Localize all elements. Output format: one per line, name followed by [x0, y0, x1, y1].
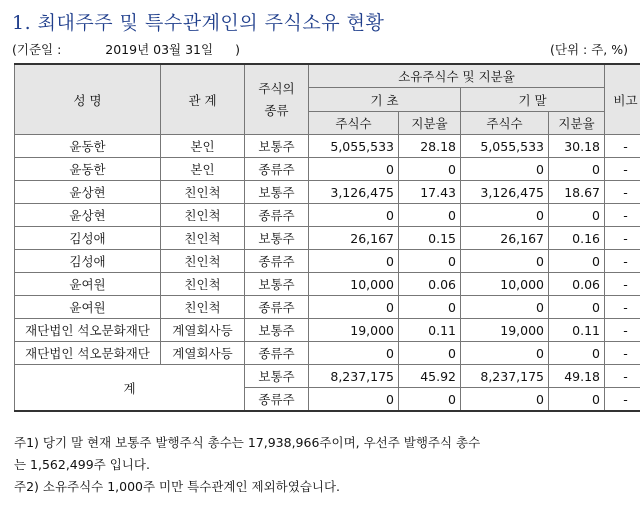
cell-begin-shares: 8,237,175 — [309, 365, 399, 388]
base-date-value: 2019년 03월 31일 — [105, 42, 214, 57]
cell-end-ratio: 0 — [549, 250, 605, 273]
cell-note: - — [605, 204, 640, 227]
footnotes — [14, 432, 480, 498]
cell-note: - — [605, 250, 640, 273]
table-row — [15, 135, 640, 158]
cell-begin-shares: 0 — [309, 204, 399, 227]
cell-type: 종류주 — [245, 388, 309, 412]
cell-begin-shares: 0 — [309, 158, 399, 181]
cell-note: - — [605, 158, 640, 181]
cell-note: - — [605, 388, 640, 412]
cell-end-ratio: 0.16 — [549, 227, 605, 250]
header-stock-type: 주식의 종류 — [245, 64, 309, 135]
table-row — [15, 296, 640, 319]
cell-relation: 계열회사등 — [161, 319, 245, 342]
cell-begin-ratio: 0 — [399, 342, 461, 365]
cell-type: 종류주 — [245, 204, 309, 227]
table-row — [15, 204, 640, 227]
table-row — [15, 250, 640, 273]
cell-end-shares: 0 — [461, 204, 549, 227]
cell-note: - — [605, 135, 640, 158]
cell-end-shares: 0 — [461, 158, 549, 181]
cell-begin-shares: 0 — [309, 388, 399, 412]
cell-begin-ratio: 0.11 — [399, 319, 461, 342]
header-relation: 관 계 — [161, 64, 245, 135]
cell-relation: 본인 — [161, 135, 245, 158]
base-date-label: (기준일 : — [12, 42, 62, 57]
cell-begin-ratio: 45.92 — [399, 365, 461, 388]
cell-relation: 친인척 — [161, 204, 245, 227]
shareholding-table — [14, 63, 640, 412]
cell-end-shares: 26,167 — [461, 227, 549, 250]
cell-relation: 친인척 — [161, 273, 245, 296]
unit-label: (단위 : 주, %) — [550, 42, 628, 57]
cell-type: 보통주 — [245, 227, 309, 250]
cell-begin-ratio: 0.06 — [399, 273, 461, 296]
cell-end-ratio: 0 — [549, 342, 605, 365]
cell-begin-ratio: 0 — [399, 296, 461, 319]
cell-end-shares: 8,237,175 — [461, 365, 549, 388]
cell-end-ratio: 0 — [549, 296, 605, 319]
table-row — [15, 181, 640, 204]
footnote-line: 주1) 당기 말 현재 보통주 발행주식 총수는 17,938,966주이며, 우선주 발행주식 총수 — [14, 435, 481, 450]
cell-end-shares: 19,000 — [461, 319, 549, 342]
cell-begin-shares: 3,126,475 — [309, 181, 399, 204]
cell-begin-ratio: 0 — [399, 158, 461, 181]
cell-type: 종류주 — [245, 342, 309, 365]
footnote-line: 는 1,562,499주 입니다. — [14, 457, 150, 472]
cell-type: 종류주 — [245, 250, 309, 273]
cell-end-shares: 0 — [461, 342, 549, 365]
table-row — [15, 342, 640, 365]
cell-note: - — [605, 273, 640, 296]
cell-name: 윤상현 — [15, 204, 161, 227]
cell-begin-ratio: 0 — [399, 204, 461, 227]
cell-begin-ratio: 28.18 — [399, 135, 461, 158]
cell-type: 종류주 — [245, 158, 309, 181]
table-row — [15, 319, 640, 342]
table-row — [15, 158, 640, 181]
cell-note: - — [605, 181, 640, 204]
cell-end-ratio: 0 — [549, 388, 605, 412]
cell-relation: 친인척 — [161, 227, 245, 250]
header-ownership: 소유주식수 및 지분율 — [309, 64, 605, 88]
cell-relation: 계열회사등 — [161, 342, 245, 365]
header-end-ratio: 지분율 — [549, 112, 605, 135]
cell-end-ratio: 0 — [549, 204, 605, 227]
cell-begin-ratio: 0 — [399, 250, 461, 273]
cell-name: 윤여원 — [15, 273, 161, 296]
cell-name: 윤동한 — [15, 158, 161, 181]
section-title: 1. 최대주주 및 특수관계인의 주식소유 현황 — [12, 12, 385, 34]
cell-end-shares: 3,126,475 — [461, 181, 549, 204]
cell-begin-shares: 5,055,533 — [309, 135, 399, 158]
header-begin-shares: 주식수 — [309, 112, 399, 135]
cell-relation: 친인척 — [161, 250, 245, 273]
cell-type: 종류주 — [245, 296, 309, 319]
total-label: 계 — [15, 365, 245, 412]
cell-type: 보통주 — [245, 273, 309, 296]
cell-begin-shares: 10,000 — [309, 273, 399, 296]
cell-relation: 본인 — [161, 158, 245, 181]
cell-end-ratio: 18.67 — [549, 181, 605, 204]
cell-type: 보통주 — [245, 319, 309, 342]
header-begin: 기 초 — [309, 88, 461, 112]
cell-end-shares: 0 — [461, 388, 549, 412]
cell-begin-ratio: 0 — [399, 388, 461, 412]
cell-begin-shares: 0 — [309, 250, 399, 273]
cell-note: - — [605, 319, 640, 342]
cell-begin-shares: 19,000 — [309, 319, 399, 342]
cell-begin-ratio: 0.15 — [399, 227, 461, 250]
cell-begin-shares: 0 — [309, 296, 399, 319]
cell-note: - — [605, 296, 640, 319]
cell-end-shares: 10,000 — [461, 273, 549, 296]
table-row — [15, 227, 640, 250]
cell-end-ratio: 49.18 — [549, 365, 605, 388]
cell-note: - — [605, 365, 640, 388]
cell-begin-shares: 26,167 — [309, 227, 399, 250]
cell-name: 윤동한 — [15, 135, 161, 158]
base-date-close: ) — [235, 42, 240, 57]
cell-note: - — [605, 227, 640, 250]
footnote-line: 주2) 소유주식수 1,000주 미만 특수관계인 제외하였습니다. — [14, 479, 341, 494]
header-note: 비고 — [605, 64, 640, 135]
cell-end-ratio: 0 — [549, 158, 605, 181]
cell-end-shares: 0 — [461, 296, 549, 319]
header-end-shares: 주식수 — [461, 112, 549, 135]
cell-type: 보통주 — [245, 181, 309, 204]
header-name: 성 명 — [15, 64, 161, 135]
cell-end-ratio: 30.18 — [549, 135, 605, 158]
table-row — [15, 273, 640, 296]
total-row — [15, 365, 640, 388]
cell-name: 윤여원 — [15, 296, 161, 319]
cell-name: 윤상현 — [15, 181, 161, 204]
cell-end-shares: 0 — [461, 250, 549, 273]
cell-name: 재단법인 석오문화재단 — [15, 342, 161, 365]
base-date — [12, 40, 240, 58]
cell-type: 보통주 — [245, 135, 309, 158]
cell-relation: 친인척 — [161, 181, 245, 204]
cell-begin-shares: 0 — [309, 342, 399, 365]
header-end: 기 말 — [461, 88, 605, 112]
cell-end-ratio: 0.11 — [549, 319, 605, 342]
cell-type: 보통주 — [245, 365, 309, 388]
header-begin-ratio: 지분율 — [399, 112, 461, 135]
cell-relation: 친인척 — [161, 296, 245, 319]
cell-end-ratio: 0.06 — [549, 273, 605, 296]
cell-name: 김성애 — [15, 227, 161, 250]
cell-end-shares: 5,055,533 — [461, 135, 549, 158]
cell-name: 김성애 — [15, 250, 161, 273]
cell-begin-ratio: 17.43 — [399, 181, 461, 204]
cell-name: 재단법인 석오문화재단 — [15, 319, 161, 342]
cell-note: - — [605, 342, 640, 365]
